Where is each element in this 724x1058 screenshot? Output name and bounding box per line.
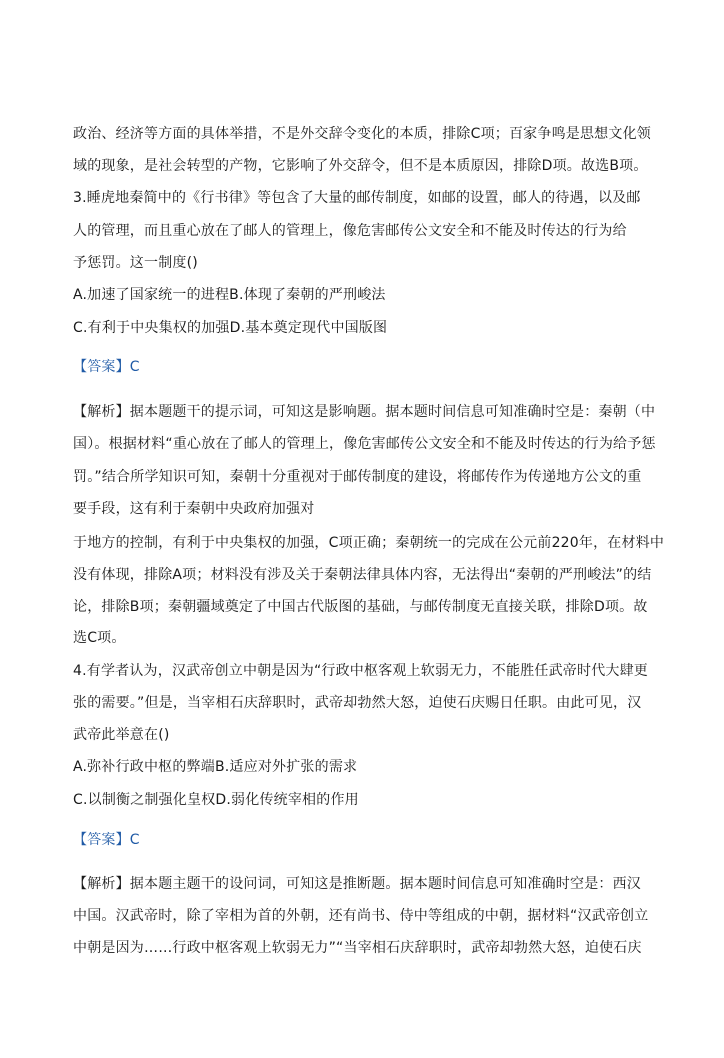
text-line: 论，排除B项；秦朝疆域奠定了中国古代版图的基础，与邮传制度无直接关联，排除D项。故 bbox=[73, 599, 648, 615]
text-line: 于地方的控制，有利于中央集权的加强，C项正确；秦朝统一的完成在公元前220年，在材料中 bbox=[73, 535, 665, 551]
text-line: 没有体现，排除A项；材料没有涉及关于秦朝法律具体内容，无法得出“秦朝的严刑峻法”的结 bbox=[73, 567, 652, 583]
text-line: 人的管理，而且重心放在了邮人的管理上，像危害邮传公文安全和不能及时传达的行为给 bbox=[73, 223, 627, 239]
question-4-options-ab: A.弥补行政中枢的弊端B.适应对外扩张的需求 bbox=[73, 759, 358, 775]
text-line: 国）。根据材料“重心放在了邮人的管理上，像危害邮传公文安全和不能及时传达的行为给予惩 bbox=[73, 436, 656, 452]
question-4-stem: 4.有学者认为，汉武帝创立中朝是因为“行政中枢客观上软弱无力，不能胜任武帝时代大肆更 bbox=[73, 663, 649, 679]
text-line: 武帝此举意在() bbox=[73, 727, 170, 743]
text-line: 中国。汉武帝时，除了宰相为首的外朝，还有尚书、侍中等组成的中朝，据材料“汉武帝创立 bbox=[73, 908, 649, 924]
analysis-line: 【解析】据本题主题干的设问词，可知这是推断题。据本题时间信息可知准确时空是：西汉 bbox=[73, 876, 641, 892]
answer-label: 【答案】C bbox=[73, 832, 140, 848]
text-line: 张的需要。”但是，当宰相石庆辞职时，武帝却勃然大怒，迫使石庆赐日任职。由此可见，汉 bbox=[73, 695, 642, 711]
question-4-options-cd: C.以制衡之制强化皇权D.弱化传统宰相的作用 bbox=[73, 792, 359, 808]
answer-label: 【答案】C bbox=[73, 359, 140, 375]
text-line: 中朝是因为……行政中枢客观上软弱无力”“当宰相石庆辞职时，武帝却勃然大怒，迫使石庆 bbox=[73, 940, 642, 956]
question-3-stem: 3.睡虎地秦简中的《行书律》等包含了大量的邮传制度，如邮的设置，邮人的待遇，以及邮 bbox=[73, 190, 641, 206]
text-line: 政治、经济等方面的具体举措，不是外交辞令变化的本质，排除C项；百家争鸣是思想文化领 bbox=[73, 126, 651, 142]
text-line: 罚。”结合所学知识可知，秦朝十分重视对于邮传制度的建设，将邮传作为传递地方公文的重 bbox=[73, 469, 642, 485]
analysis-line: 【解析】据本题题干的提示词，可知这是影响题。据本题时间信息可知准确时空是：秦朝（中 bbox=[73, 404, 656, 420]
question-3-options-ab: A.加速了国家统一的进程B.体现了秦朝的严刑峻法 bbox=[73, 287, 386, 303]
text-line: 选C项。 bbox=[73, 630, 126, 646]
text-line: 要手段，这有利于秦朝中央政府加强对 bbox=[73, 501, 315, 517]
question-3-options-cd: C.有利于中央集权的加强D.基本奠定现代中国版图 bbox=[73, 320, 388, 336]
text-line: 域的现象，是社会转型的产物，它影响了外交辞令，但不是本质原因，排除D项。故选B项。 bbox=[73, 158, 648, 174]
text-line: 予惩罚。这一制度() bbox=[73, 255, 198, 271]
